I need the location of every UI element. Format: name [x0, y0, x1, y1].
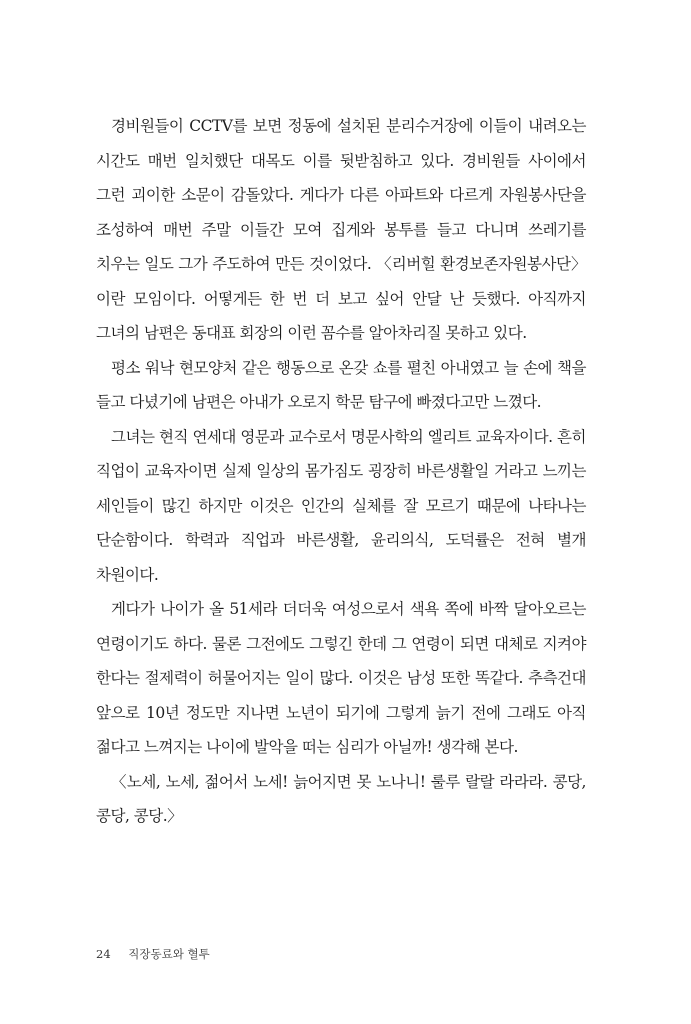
paragraph-5: 〈노세, 노세, 젊어서 노세! 늙어지면 못 노나니! 룰루 랄랄 라라라. 콩당, 콩당, 콩당.〉 [96, 772, 586, 825]
body-text [96, 109, 586, 834]
page-footer [96, 946, 210, 962]
page-number: 24 [96, 947, 111, 961]
paragraph-2: 평소 워낙 현모양처 같은 행동으로 온갖 쇼를 펼친 아내였고 늘 손에 책을 들고 다녔기에 남편은 아내가 오로지 학문 탐구에 빠졌다고만 느꼈다. [96, 358, 586, 411]
paragraph-3: 그녀는 현직 연세대 영문과 교수로서 명문사학의 엘리트 교육자이다. 흔히 직업이 교육자이면 실제 일상의 몸가짐도 굉장히 바른생활일 거라고 느끼는 세인들이 많긴 하지만 이것은 인간의 실체를 잘 모르기 때문에 나타나는 단순함이다. 학력과 직업과 바른생활, 윤리의식, 도덕률은 전혀 별개 차원이다. [96, 427, 586, 584]
paragraph-1: 경비원들이 CCTV를 보면 정동에 설치된 분리수거장에 이들이 내려오는 시간도 매번 일치했단 대목도 이를 뒷받침하고 있다. 경비원들 사이에서 그런 괴이한 소문이 감돌았다. 게다가 다른 아파트와 다르게 자원봉사단을 조성하여 매번 주말 이들간 모여 집게와 봉투를 들고 다니며 쓰레기를 치우는 일도 그가 주도하여 만든 것이었다. 〈리버힐 환경보존자원봉사단〉이란 모임이다. 어떻게든 한 번 더 보고 싶어 안달 난 듯했다. 아직까지 그녀의 남편은 동대표 회장의 이런 꼼수를 알아차리질 못하고 있다. [96, 117, 586, 342]
paragraph-4: 게다가 나이가 올 51세라 더더욱 여성으로서 색욕 쪽에 바짝 달아오르는 연령이기도 하다. 물론 그전에도 그렇긴 한데 그 연령이 되면 대체로 지켜야 한다는 절제력이 허물어지는 일이 많다. 이것은 남성 또한 똑같다. 추측건대 앞으로 10년 정도만 지나면 노년이 되기에 그렇게 늙기 전에 그래도 아직 젊다고 느껴지는 나이에 발악을 떠는 심리가 아닐까! 생각해 본다. [96, 600, 586, 756]
running-title: 직장동료와 혈투 [128, 947, 210, 961]
